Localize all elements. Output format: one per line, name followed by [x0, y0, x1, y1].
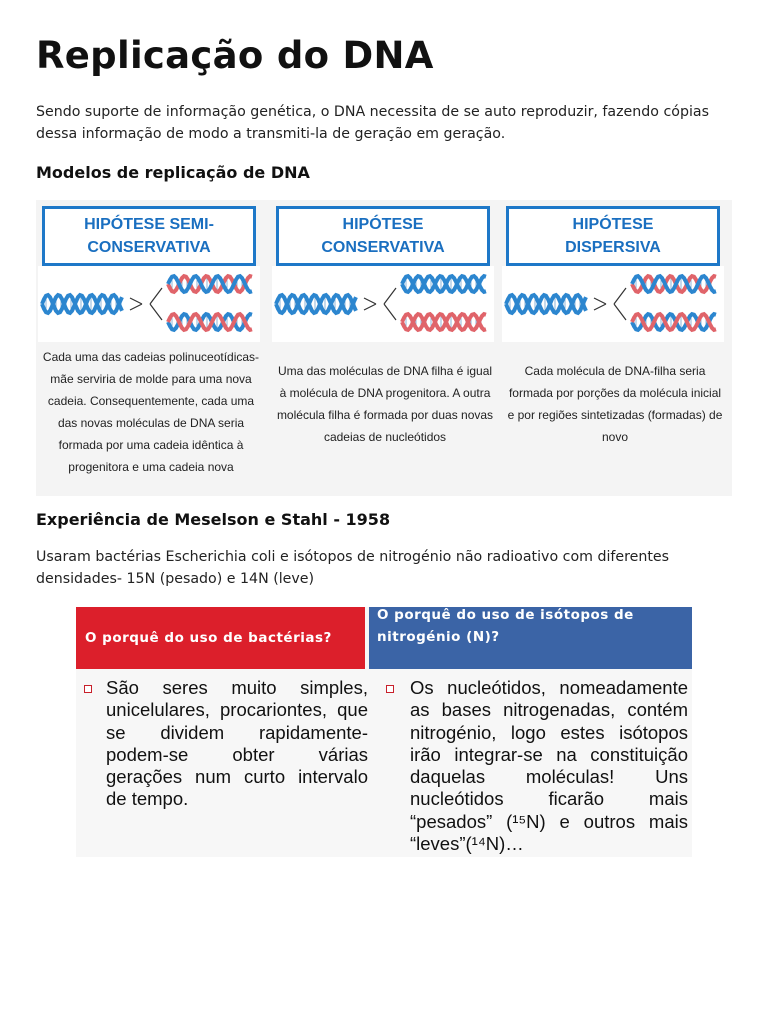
- meselson-paragraph: Usaram bactérias Escherichia coli e isótopos de nitrogénio não radioativo com diferentes densidades- 15N (pesado) e 14N (leve): [36, 549, 670, 587]
- section-heading-models: Modelos de replicação de DNA: [36, 163, 310, 182]
- meselson-table: [76, 607, 692, 857]
- model-title-box: [42, 206, 256, 266]
- dna-replication-diagram: [272, 266, 494, 342]
- parent-dna-helix: [42, 295, 122, 313]
- dna-diagram: [38, 266, 260, 342]
- daughter-dna-helix: [168, 314, 252, 330]
- branch-arrow-icon: [384, 288, 396, 320]
- model-description: Uma das moléculas de DNA filha é igual à molécula de DNA progenitora. A outra molécula filha é formada por duas novas cadeias de nucleótidos: [276, 364, 494, 444]
- model-conservative: [272, 200, 498, 496]
- table-cell-isotopes: Os nucleótidos, nomeadamente as bases nitrogenadas, contém nitrogénio, logo estes isótopos irão integrar-se na constituição daquelas moléculas! Uns nucleótidos ficarão mais “pesados” (¹⁵N) e outros mais “leves”(¹⁴N)…: [410, 677, 688, 855]
- split-arrow-icon: [594, 298, 606, 310]
- dna-diagram: [272, 266, 494, 342]
- table-header-bacteria: [76, 607, 365, 669]
- dna-diagram: [502, 266, 724, 342]
- model-semi-conservative: [38, 200, 264, 496]
- table-cell-bacteria: São seres muito simples, unicelulares, procariontes, que se dividem rapidamente- podem-se obter várias gerações num curto intervalo de tempo.: [106, 677, 368, 810]
- model-title: HIPÓTESE SEMI- CONSERVATIVA: [84, 216, 214, 256]
- split-arrow-icon: [364, 298, 376, 310]
- parent-dna-helix: [506, 295, 586, 313]
- square-bullet-icon: [386, 685, 394, 693]
- daughter-dna-helix: [402, 314, 486, 330]
- model-description: Cada uma das cadeias polinuceotídicas-mãe serviria de molde para uma nova cadeia. Consequentemente, cada uma das novas moléculas de DNA seria formada por uma cadeia idêntica à progenitora e uma cadeia nova: [42, 350, 260, 474]
- parent-dna-helix: [276, 295, 356, 313]
- model-title: HIPÓTESE DISPERSIVA: [565, 216, 661, 256]
- branch-arrow-icon: [150, 288, 162, 320]
- model-description: Cada molécula de DNA-filha seria formada por porções da molécula inicial e por regiões sintetizadas (formadas) de novo: [507, 364, 723, 444]
- model-title-box: [506, 206, 720, 266]
- header-text: O porquê do uso de bactérias?: [85, 630, 332, 646]
- section-heading-meselson: Experiência de Meselson e Stahl - 1958: [36, 510, 391, 529]
- split-arrow-icon: [130, 298, 142, 310]
- daughter-dna-helix: [632, 314, 716, 330]
- intro-paragraph: Sendo suporte de informação genética, o DNA necessita de se auto reproduzir, fazendo cópias dessa informação de modo a transmiti-la de geração em geração.: [36, 104, 709, 142]
- model-title: HIPÓTESE CONSERVATIVA: [321, 216, 445, 256]
- model-dispersive: [502, 200, 728, 496]
- daughter-dna-helix: [402, 276, 486, 292]
- model-title-box: [276, 206, 490, 266]
- branch-arrow-icon: [614, 288, 626, 320]
- daughter-dna-helix: [632, 276, 716, 292]
- daughter-dna-helix: [168, 276, 252, 292]
- dna-replication-diagram: [38, 266, 260, 342]
- square-bullet-icon: [84, 685, 92, 693]
- replication-models-figure: [36, 200, 732, 496]
- dna-replication-diagram: [502, 266, 724, 342]
- table-header-isotopes: [369, 607, 692, 669]
- page-title: Replicação do DNA: [36, 34, 434, 77]
- header-text: O porquê do uso de isótopos de nitrogénio (N)?: [377, 607, 634, 645]
